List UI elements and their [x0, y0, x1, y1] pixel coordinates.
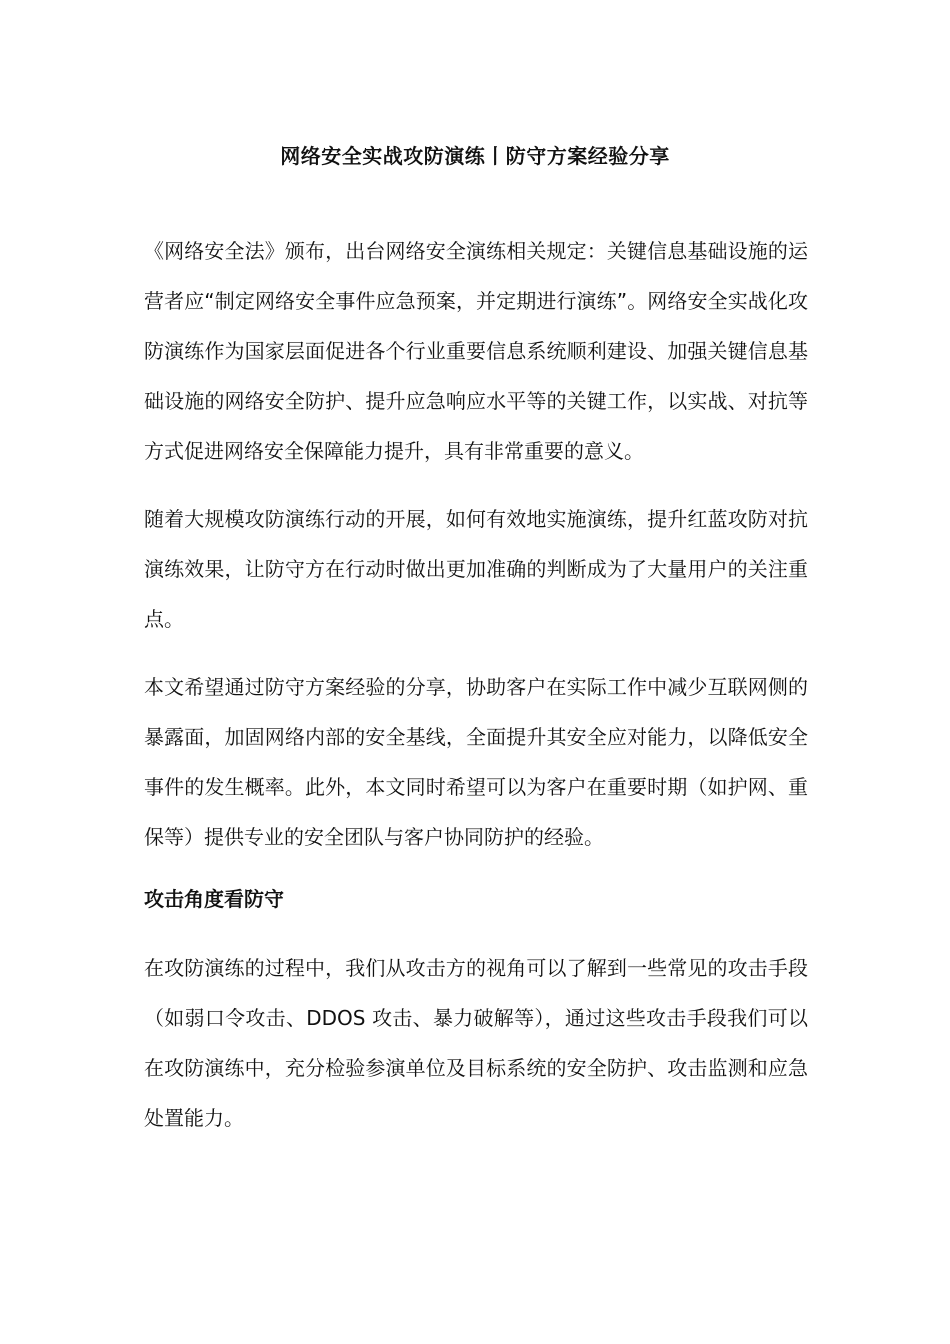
- document-title: 网络安全实战攻防演练丨防守方案经验分享: [280, 144, 670, 168]
- purpose-paragraph: 本文希望通过防守方案经验的分享，协助客户在实际工作中减少互联网侧的暴露面，加固网络内部的安全基线，全面提升其安全应对能力，以降低安全事件的发生概率。此外，本文同时希望可以为客户在重要时期（如护网、重保等）提供专业的安全团队与客户协同防护的经验。: [144, 675, 808, 849]
- document-body: [144, 226, 808, 1143]
- intro-paragraph: 《网络安全法》颁布，出台网络安全演练相关规定：关键信息基础设施的运营者应“制定网络安全事件应急预案，并定期进行演练”。网络安全实战化攻防演练作为国家层面促进各个行业重要信息系统顺利建设、加强关键信息基础设施的网络安全防护、提升应急响应水平等的关键工作，以实战、对抗等方式促进网络安全保障能力提升，具有非常重要的意义。: [144, 239, 808, 463]
- drill-paragraph: 随着大规模攻防演练行动的开展，如何有效地实施演练，提升红蓝攻防对抗演练效果，让防守方在行动时做出更加准确的判断成为了大量用户的关注重点。: [144, 507, 808, 631]
- section-paragraph: 在攻防演练的过程中，我们从攻击方的视角可以了解到一些常见的攻击手段（如弱口令攻击、DDOS 攻击、暴力破解等），通过这些攻击手段我们可以在攻防演练中，充分检验参演单位及目标系统的安全防护、攻击监测和应急处置能力。: [144, 956, 808, 1130]
- section-heading: 攻击角度看防守: [144, 887, 284, 911]
